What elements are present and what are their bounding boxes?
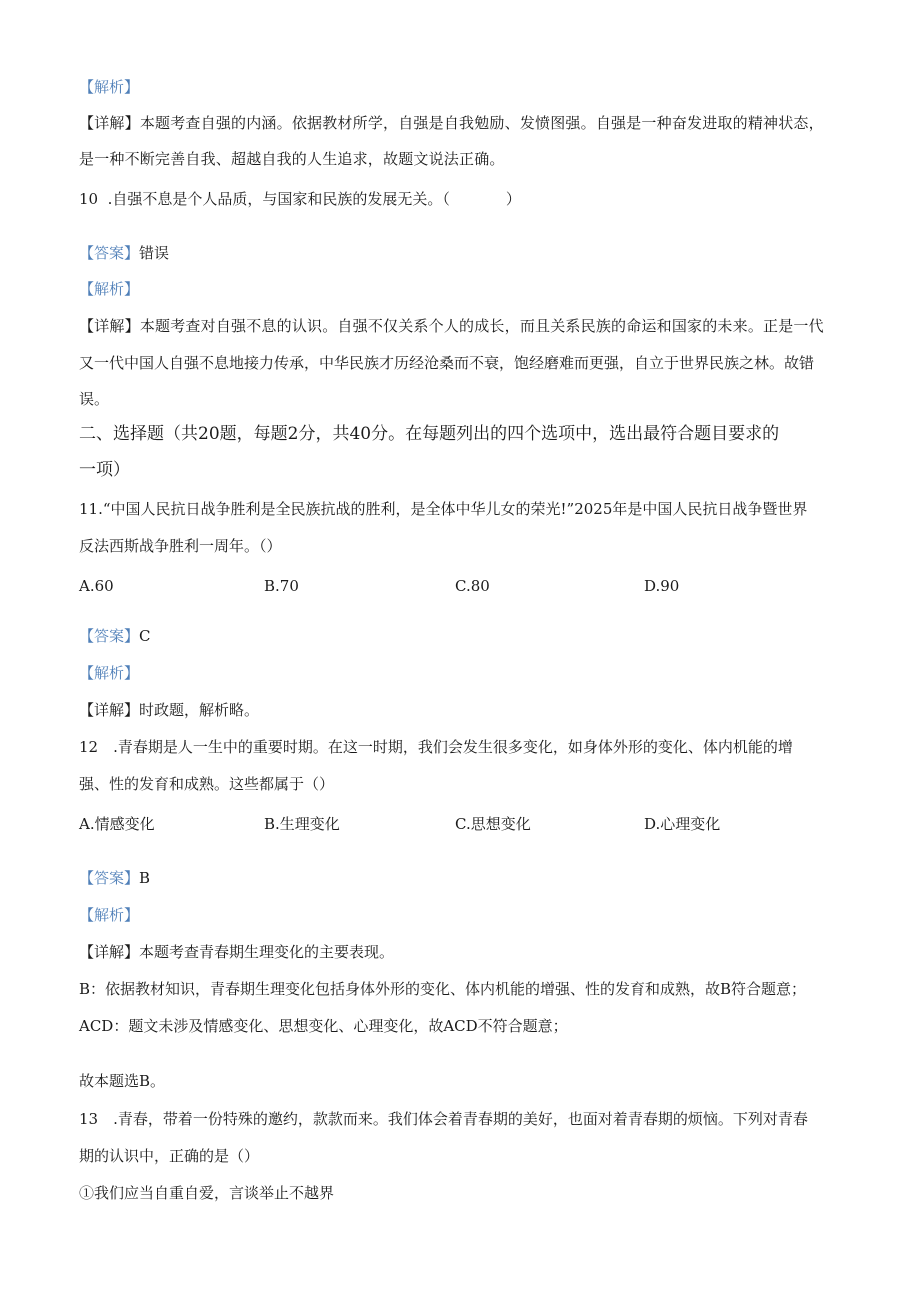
question-text: 12 .青春期是人一生中的重要时期。在这一时期，我们会发生很多变化，如身体外形的变化、体内机能的增 [79,738,793,756]
option-b: B.70 [264,577,299,595]
detail-text: 时政题，解析略。 [139,701,260,719]
explanation-text: 故本题选B。 [79,1072,166,1090]
question-text: 期的认识中，正确的是（） [79,1147,260,1165]
detail-tag: 【详解】 [79,114,140,132]
detail-text: 又一代中国人自强不息地接力传承，中华民族才历经沧桑而不衰，饱经磨难而更强，自立于世界民族之林。故错 [79,354,815,372]
question-13-line-1 [79,1109,808,1129]
question-11-line-2 [79,536,282,556]
question-11-line-1 [79,499,807,519]
analysis-label-1 [79,77,139,97]
analysis-tag: 【解析】 [79,906,140,924]
analysis-tag: 【解析】 [79,280,140,298]
answer-10 [79,243,169,263]
option-a: A.60 [79,577,114,595]
question-12-line-2 [79,774,334,794]
question-text: 13 .青春，带着一份特殊的邀约，款款而来。我们体会着青春期的美好，也面对着青春期的烦恼。下列对青春 [79,1110,808,1128]
explanation-text: B：依据教材知识，青春期生理变化包括身体外形的变化、体内机能的增强、性的发育和成熟，故B符合题意； [79,980,807,998]
detail-line-q9-1 [79,113,824,133]
answer-tag: 【答案】 [79,869,140,887]
analysis-label-11 [79,663,139,683]
explanation-line-3 [79,1071,165,1091]
option-d: D.心理变化 [644,815,721,833]
option-c: C.80 [455,577,490,595]
question-text: .自强不息是个人品质，与国家和民族的发展无关。（ [107,190,450,208]
detail-tag: 【详解】 [79,701,140,719]
answer-tag: 【答案】 [79,627,140,645]
option-d: D.90 [644,577,680,595]
detail-tag: 【详解】 [79,317,140,335]
option-a: A.情感变化 [79,815,155,833]
choice-item-text: ①我们应当自重自爱，言谈举止不越界 [79,1184,335,1202]
detail-line-q10-1 [79,316,824,336]
answer-tag: 【答案】 [79,244,140,262]
detail-line-q12 [79,942,394,962]
question-10 [79,189,521,209]
answer-11 [79,626,151,646]
analysis-label-10 [79,279,139,299]
question-text: 11.“中国人民抗日战争胜利是全民族抗战的胜利，是全体中华儿女的荣光!”2025年是中国人民抗日战争暨世界 [79,500,808,518]
detail-tag: 【详解】 [79,943,140,961]
detail-line-q10-3 [79,389,109,409]
section-heading-1 [79,423,779,445]
detail-text: 误。 [79,390,110,408]
analysis-label-12 [79,905,139,925]
explanation-text: ACD：题文未涉及情感变化、思想变化、心理变化，故ACD不符合题意； [79,1017,568,1035]
question-number: 10 [79,190,99,208]
detail-text: 本题考查对自强不息的认识。自强不仅关系个人的成长，而且关系民族的命运和国家的未来。正是一代 [139,317,824,335]
explanation-line-2 [79,1016,568,1036]
answer-value: C [139,627,151,645]
section-heading-2 [79,459,130,481]
question-text: 强、性的发育和成熟。这些都属于（） [79,775,335,793]
detail-line-q10-2 [79,353,814,373]
question-close: ） [505,190,521,208]
analysis-tag: 【解析】 [79,664,140,682]
option-c: C.思想变化 [455,815,531,833]
option-b: B.生理变化 [264,815,340,833]
answer-value: 错误 [139,244,170,262]
analysis-tag: 【解析】 [79,78,140,96]
detail-text: 是一种不断完善自我、超越自我的人生追求，故题文说法正确。 [79,150,505,168]
question-12-line-1 [79,737,793,757]
detail-line-q11 [79,700,259,720]
answer-12 [79,868,150,888]
detail-text: 本题考查青春期生理变化的主要表现。 [139,943,395,961]
section-heading-text: 一项） [79,460,130,480]
section-heading-text: 二、选择题（共20题，每题2分，共40分。在每题列出的四个选项中，选出最符合题目要求的 [79,424,780,444]
question-13-item-1 [79,1183,334,1203]
question-text: 反法西斯战争胜利一周年。（） [79,537,282,555]
answer-value: B [139,869,151,887]
detail-line-q9-2 [79,149,505,169]
question-13-line-2 [79,1146,259,1166]
explanation-line-1 [79,979,806,999]
detail-text: 本题考查自强的内涵。依据教材所学，自强是自我勉励、发愤图强。自强是一种奋发进取的精神状态， [139,114,824,132]
